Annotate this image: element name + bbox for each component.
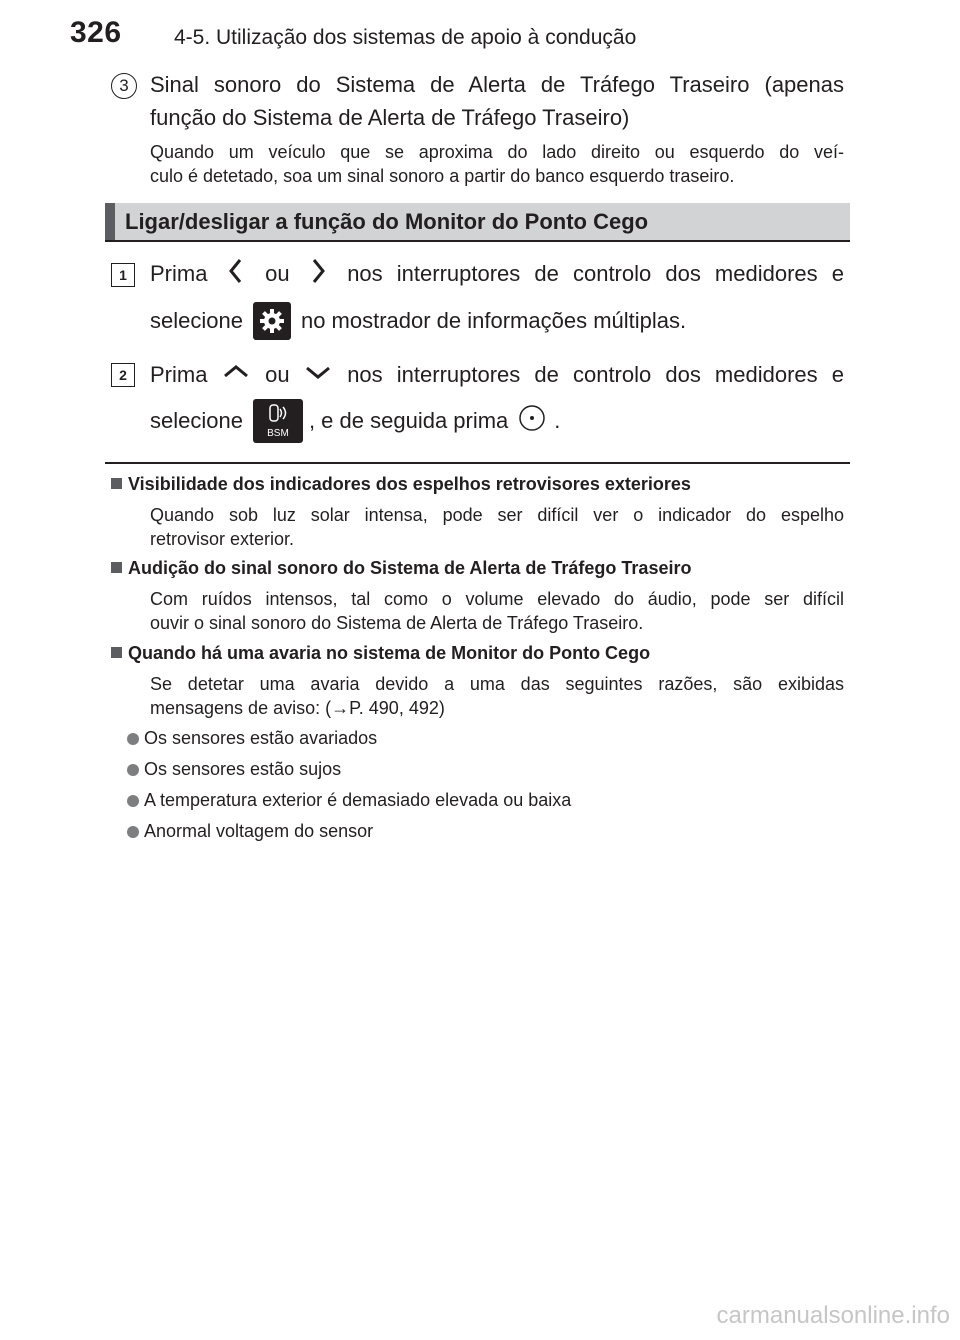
step-2-text-c: . <box>554 408 561 433</box>
ok-button-icon <box>518 404 546 438</box>
step-1-word-selecione: selecione <box>150 308 243 333</box>
bsm-icon <box>253 399 303 443</box>
bsm-icon-label: BSM <box>267 428 289 439</box>
step-2-word-prima: Prima <box>150 362 208 387</box>
section-bar-accent <box>105 203 115 240</box>
step-1-text-a: nos interruptores de controlo dos medidores e <box>347 261 844 286</box>
step-2-word-ou: ou <box>265 362 290 387</box>
section-header: 4-5. Utilização dos sistemas de apoio à condução <box>174 26 637 49</box>
bullet-item-2 <box>127 759 341 780</box>
chevron-up-icon <box>221 361 251 389</box>
bullet-item-2-text: Os sensores estão sujos <box>144 759 342 779</box>
section-title-bar <box>105 203 850 242</box>
note-body-1 <box>150 503 844 551</box>
page-number: 326 <box>70 16 122 49</box>
watermark: carmanualsonline.info <box>716 1302 950 1329</box>
bullet-item-4 <box>127 821 373 842</box>
bullet-item-1-text: Os sensores estão avariados <box>144 728 378 748</box>
step-2-line-1 <box>150 357 844 393</box>
callout-number-3: 3 <box>111 73 137 99</box>
bullet-item-1 <box>127 728 377 749</box>
step-1-word-prima: Prima <box>150 261 208 286</box>
bullet-item-3 <box>127 790 571 811</box>
chevron-left-icon <box>225 256 247 292</box>
callout-3-body-line2: culo é detetado, soa um sinal sonoro a partir do banco esquerdo traseiro. <box>150 166 735 186</box>
note-body-3-line1: Se detetar uma avaria devido a uma das seguintes razões, são exibidas <box>150 674 844 694</box>
step-2-text-a: nos interruptores de controlo dos medidores e <box>347 362 844 387</box>
bullet-item-4-text: Anormal voltagem do sensor <box>144 821 374 841</box>
step-number-1: 1 <box>111 263 135 287</box>
divider-rule <box>105 462 850 464</box>
note-heading-1 <box>111 474 691 495</box>
step-2-line-2 <box>150 398 844 444</box>
note-body-2-line2: ouvir o sinal sonoro do Sistema de Alerta de Tráfego Traseiro. <box>150 613 644 633</box>
callout-3-body <box>150 140 844 188</box>
note-body-3 <box>150 672 844 720</box>
callout-3-title <box>150 68 844 134</box>
note-body-3-line2: mensagens de aviso: (→P. 490, 492) <box>150 698 445 718</box>
step-1-line-1 <box>150 256 844 292</box>
callout-3-title-line2: função do Sistema de Alerta de Tráfego Traseiro) <box>150 105 630 130</box>
step-1-word-ou: ou <box>265 261 290 286</box>
note-heading-3 <box>111 643 650 664</box>
note-body-2-line1: Com ruídos intensos, tal como o volume elevado do áudio, pode ser difícil <box>150 589 844 609</box>
note-heading-2-text: Audição do sinal sonoro do Sistema de Alerta de Tráfego Traseiro <box>128 558 692 578</box>
bullet-item-3-text: A temperatura exterior é demasiado elevada ou baixa <box>144 790 572 810</box>
step-2-text-b: , e de seguida prima <box>308 408 509 433</box>
chevron-right-icon <box>307 256 329 292</box>
step-1-line-2 <box>150 301 844 341</box>
chevron-down-icon <box>303 361 333 389</box>
callout-3-title-line1: Sinal sonoro do Sistema de Alerta de Tráfego Traseiro (apenas <box>150 72 844 97</box>
callout-3-body-line1: Quando um veículo que se aproxima do lado direito ou esquerdo do veí- <box>150 142 844 162</box>
step-number-2: 2 <box>111 363 135 387</box>
note-body-1-line2: retrovisor exterior. <box>150 529 295 549</box>
step-2-word-selecione: selecione <box>150 408 243 433</box>
note-body-1-line1: Quando sob luz solar intensa, pode ser difícil ver o indicador do espelho <box>150 505 844 525</box>
note-heading-1-text: Visibilidade dos indicadores dos espelhos retrovisores exteriores <box>128 474 691 494</box>
note-heading-3-text: Quando há uma avaria no sistema de Monitor do Ponto Cego <box>128 643 651 663</box>
step-1-text-b: no mostrador de informações múltiplas. <box>300 308 687 333</box>
note-heading-2 <box>111 558 691 579</box>
note-body-2 <box>150 587 844 635</box>
section-title: Ligar/desligar a função do Monitor do Ponto Cego <box>125 209 649 234</box>
gear-icon <box>253 302 291 340</box>
